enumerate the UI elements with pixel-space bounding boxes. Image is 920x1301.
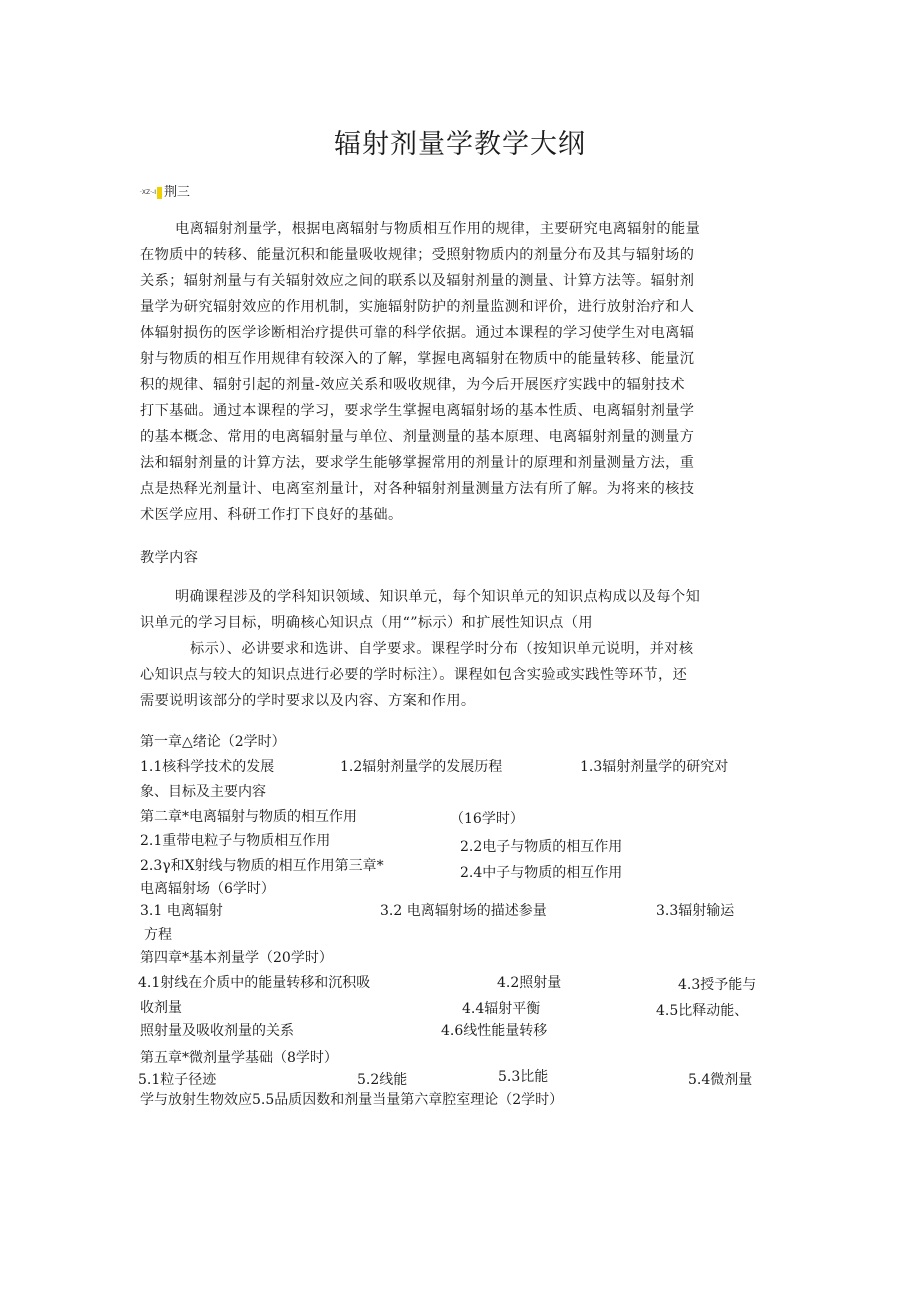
outline-item: 3.1 电离辐射 bbox=[140, 903, 223, 919]
intro-line: 术医学应用、科研工作打下良好的基础。 bbox=[140, 507, 403, 523]
outline-item: 3.3辐射输运 bbox=[656, 903, 735, 919]
outline-item: 2.3γ和X射线与物质的相互作用第三章* bbox=[140, 858, 384, 874]
outline-item: 学与放射生物效应5.5品质因数和剂量当量第六章腔室理论（2学时） bbox=[140, 1092, 564, 1108]
outline-item: 4.3授予能与 bbox=[678, 977, 757, 993]
chapter-5-heading: 第五章*微剂量学基础（8学时） bbox=[140, 1050, 338, 1066]
outline-item: 4.6线性能量转移 bbox=[441, 1023, 548, 1039]
chapter-1-heading: 第一章△绪论（2学时） bbox=[140, 734, 286, 750]
outline-item: 5.4微剂量 bbox=[688, 1072, 753, 1088]
content-line: 需要说明该部分的学时要求以及内容、方案和作用。 bbox=[140, 693, 476, 709]
outline-item: 收剂量 bbox=[140, 1000, 182, 1016]
chapter-3-heading: 电离辐射场（6学时） bbox=[140, 881, 275, 897]
intro-line: 关系；辐射剂量与有关辐射效应之间的联系以及辐射剂量的测量、计算方法等。辐射剂 bbox=[140, 273, 695, 289]
outline-item: 4.1射线在介质中的能量转移和沉积吸 bbox=[138, 975, 371, 991]
intro-line: 电离辐射剂量学，根据电离辐射与物质相互作用的规律，主要研究电离辐射的能量 bbox=[175, 221, 701, 237]
outline-item: 5.1粒子径迹 bbox=[138, 1072, 217, 1088]
chapter-4-heading: 第四章*基本剂量学（20学时） bbox=[140, 950, 333, 966]
section-heading: 教学内容 bbox=[140, 550, 199, 566]
intro-line: 射与物质的相互作用规律有较深入的了解，掌握电离辐射在物质中的能量转移、能量沉 bbox=[140, 351, 695, 367]
intro-line: 法和辐射剂量的计算方法，要求学生能够掌握常用的剂量计的原理和剂量测量方法，重 bbox=[140, 455, 695, 471]
chapter-2-heading: 第二章*电离辐射与物质的相互作用 bbox=[140, 809, 357, 825]
intro-line: 的基本概念、常用的电离辐射量与单位、剂量测量的基本原理、电离辐射剂量的测量方 bbox=[140, 429, 695, 445]
content-line: 标示）、必讲要求和选讲、自学要求。课程学时分布（按知识单元说明，并对核 bbox=[190, 641, 694, 657]
outline-item: 2.2电子与物质的相互作用 bbox=[460, 839, 623, 855]
intro-line: 在物质中的转移、能量沉积和能量吸收规律；受照射物质内的剂量分布及其与辐射场的 bbox=[140, 247, 695, 263]
outline-item: 2.4中子与物质的相互作用 bbox=[460, 865, 623, 881]
outline-item: 1.2辐射剂量学的发展历程 bbox=[340, 759, 503, 775]
author-line bbox=[140, 181, 190, 200]
content-line: 明确课程涉及的学科知识领域、知识单元，每个知识单元的知识点构成以及每个知 bbox=[175, 589, 701, 605]
content-line: 识单元的学习目标，明确核心知识点（用“”标示）和扩展性知识点（用 bbox=[140, 615, 593, 631]
intro-line: 打下基础。通过本课程的学习，要求学生掌握电离辐射场的基本性质、电离辐射剂量学 bbox=[140, 403, 695, 419]
outline-item: 2.1重带电粒子与物质相互作用 bbox=[140, 833, 331, 849]
highlight-mark bbox=[157, 187, 162, 199]
outline-item: 3.2 电离辐射场的描述参量 bbox=[380, 903, 547, 919]
outline-item: 方程 bbox=[144, 927, 172, 943]
document-title: 辐射剂量学教学大纲 bbox=[334, 129, 586, 160]
outline-item: 4.5比释动能、 bbox=[656, 1003, 749, 1019]
outline-item: 象、目标及主要内容 bbox=[140, 784, 266, 800]
intro-line: 量学为研究辐射效应的作用机制，实施辐射防护的剂量监测和评价，进行放射治疗和人 bbox=[140, 299, 695, 315]
outline-item: 照射量及吸收剂量的关系 bbox=[140, 1023, 294, 1039]
outline-item: （16学时） bbox=[450, 811, 524, 827]
author-name: 荆三 bbox=[163, 185, 190, 200]
intro-line: 点是热释光剂量计、电离室剂量计，对各种辐射剂量测量方法有所了解。为将来的核技 bbox=[140, 481, 695, 497]
outline-item: 1.1核科学技术的发展 bbox=[140, 759, 275, 775]
author-prefix: ·XZ·-I bbox=[140, 189, 156, 196]
outline-item: 4.2照射量 bbox=[497, 975, 562, 991]
outline-item: 5.3比能 bbox=[498, 1069, 549, 1085]
intro-line: 积的规律、辐射引起的剂量-效应关系和吸收规律，为今后开展医疗实践中的辐射技术 bbox=[140, 377, 685, 393]
content-line: 心知识点与较大的知识点进行必要的学时标注）。课程如包含实验或实践性等环节，还 bbox=[140, 667, 688, 683]
outline-item: 1.3辐射剂量学的研究对 bbox=[580, 759, 729, 775]
outline-item: 5.2线能 bbox=[357, 1072, 408, 1088]
outline-item: 4.4辐射平衡 bbox=[462, 1001, 541, 1017]
intro-line: 体辐射损伤的医学诊断相治疗提供可靠的科学依据。通过本课程的学习使学生对电离辐 bbox=[140, 325, 695, 341]
